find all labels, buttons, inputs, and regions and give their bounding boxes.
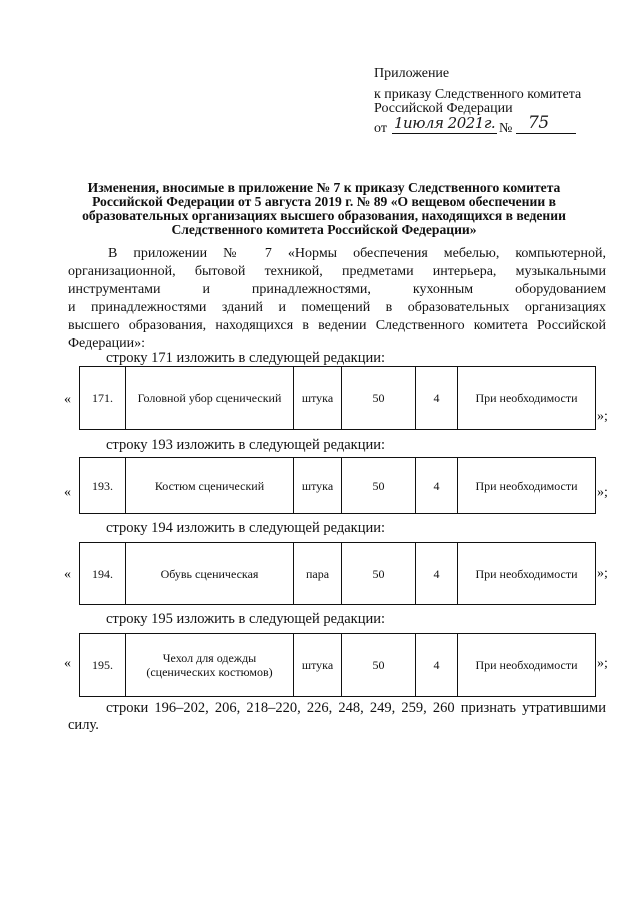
cell-number: 194. — [80, 543, 126, 605]
instruction-195: строку 195 изложить в следующей редакции: — [106, 611, 385, 627]
number-underline — [516, 133, 576, 134]
order-ref-line2: Российской Федерации — [374, 101, 513, 116]
table-row-195 — [79, 633, 596, 697]
quote-close-193: »; — [597, 485, 608, 500]
cell-item-name-line1: Чехол для одежды — [162, 651, 257, 665]
order-ref-line1: к приказу Следственного комитета — [374, 87, 582, 102]
quote-open-195: « — [64, 656, 71, 671]
instruction-193: строку 193 изложить в следующей редакции: — [106, 437, 385, 453]
intro-line-1: В приложении № 7 «Нормы обеспечения мебелью, компьютерной, — [108, 246, 606, 261]
table-row-194 — [79, 542, 596, 605]
quote-close-194: »; — [597, 566, 608, 581]
quote-open-194: « — [64, 567, 71, 582]
cell-number: 171. — [80, 367, 126, 430]
appendix-label: Приложение — [374, 66, 450, 81]
cell-unit: штука — [294, 458, 342, 514]
closing-line-2: силу. — [68, 717, 99, 733]
intro-line-3: инструментами и принадлежностями, кухонным оборудованием — [68, 282, 606, 297]
cell-item-name: Костюм сценический — [126, 458, 294, 514]
cell-term: 4 — [416, 458, 458, 514]
intro-line-6: Федерации»: — [68, 336, 146, 351]
quote-open-193: « — [64, 485, 71, 500]
number-prefix: № — [499, 121, 513, 136]
cell-unit: штука — [294, 367, 342, 430]
document-title: Изменения, вносимые в приложение № 7 к приказу Следственного комитета Российской Федерации от 5 августа 2019 г. № 89 «О вещевом обеспечении в образовательных организациях высшего образования, находящихся в ведении Следственного комитета Российской Федерации» — [82, 180, 566, 237]
cell-item-name: Обувь сценическая — [126, 543, 294, 605]
date-prefix: от — [374, 121, 387, 136]
instruction-194: строку 194 изложить в следующей редакции: — [106, 520, 385, 536]
cell-number: 195. — [80, 634, 126, 697]
instruction-171: строку 171 изложить в следующей редакции: — [106, 350, 385, 366]
cell-quantity: 50 — [342, 543, 416, 605]
handwritten-number: 75 — [528, 113, 549, 133]
cell-quantity: 50 — [342, 458, 416, 514]
table-row-171 — [79, 366, 596, 430]
cell-term: 4 — [416, 543, 458, 605]
cell-unit: пара — [294, 543, 342, 605]
cell-number: 193. — [80, 458, 126, 514]
cell-item-name: Головной убор сценический — [126, 367, 294, 430]
cell-note: При необходимости — [458, 458, 596, 514]
intro-line-5: высшего образования, находящихся в ведении Следственного комитета Российской — [68, 318, 606, 333]
cell-note: При необходимости — [458, 634, 596, 697]
cell-unit: штука — [294, 634, 342, 697]
cell-note: При необходимости — [458, 367, 596, 430]
intro-line-2: организационной, бытовой техникой, предметами интерьера, музыкальными — [68, 264, 606, 279]
handwritten-date: 1июля 2021г. — [394, 114, 496, 132]
cell-term: 4 — [416, 634, 458, 697]
closing-line-1: строки 196–202, 206, 218–220, 226, 248, 249, 259, 260 признать утратившими — [106, 700, 606, 716]
table-row-193 — [79, 457, 596, 514]
intro-line-4: и принадлежностями зданий и помещений в образовательных организациях — [68, 300, 606, 315]
cell-note: При необходимости — [458, 543, 596, 605]
quote-close-195: »; — [597, 656, 608, 671]
quote-open-171: « — [64, 392, 71, 407]
cell-item-name-line2: (сценических костюмов) — [146, 665, 273, 679]
cell-item-name — [126, 634, 294, 697]
cell-quantity: 50 — [342, 367, 416, 430]
cell-quantity: 50 — [342, 634, 416, 697]
quote-close-171: »; — [597, 409, 608, 424]
date-underline — [392, 133, 497, 134]
cell-term: 4 — [416, 367, 458, 430]
